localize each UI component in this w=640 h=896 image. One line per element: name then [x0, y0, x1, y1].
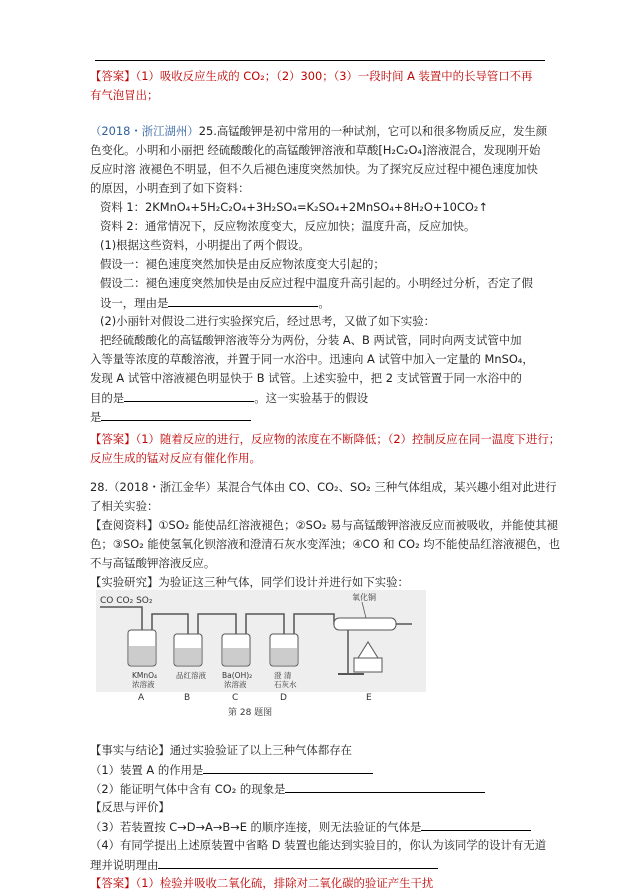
answer-1-line-2: 有气泡冒出；: [90, 88, 159, 102]
q25-part-2: (2)小丽针对假设二进行实验探究后，经过思考，又做了如下实验：: [100, 314, 436, 328]
q28-info-1: 【查阅资料】①SO₂ 能使品红溶液褪色；②SO₂ 易与高锰酸钾溶液反应而被吸收，并能使其褪: [90, 518, 558, 532]
q28-q1-label: （1）装置 A 的作用是: [90, 763, 204, 777]
bottle-b-label: 品红溶液: [176, 671, 206, 680]
q25-experiment-2: 入等量等浓度的草酸溶液，并置于同一水浴中。迅速向 A 试管中加入一定量的 MnSO₄，: [90, 352, 534, 366]
q28-facts: 【事实与结论】通过实验验证了以上三种气体都存在: [90, 743, 352, 757]
q25-answer-line-2: 反应生成的锰对反应有催化作用。: [90, 451, 261, 465]
q28-q4-label: 理并说明理由: [90, 858, 159, 872]
bottle-d-label-1: 澄 清: [274, 671, 292, 680]
label-e: E: [366, 693, 372, 703]
answer-1-line-1: 【答案】（1）吸收反应生成的 CO₂；（2）300；（3）一段时间 A 装置中的长导管口不再: [90, 69, 533, 83]
q28-q4-blank[interactable]: [158, 857, 438, 869]
q25-purpose-blank[interactable]: [124, 390, 254, 402]
apparatus-diagram: [96, 590, 426, 692]
label-a: A: [138, 693, 145, 703]
q25-stem-start: 25.高锰酸钾是初中常用的一种试剂，它可以和很多物质反应，发生颜: [198, 124, 548, 138]
header-rule: [95, 60, 545, 61]
q25-line-1: [90, 124, 550, 138]
q28-q1-blank[interactable]: [203, 762, 373, 774]
q25-ref-1: 资料 1：2KMnO₄+5H₂C₂O₄+3H₂SO₄=K₂SO₄+2MnSO₄+8H₂O+10CO₂↑: [100, 200, 488, 214]
q28-q3: [90, 819, 550, 834]
q28-q4: （4）有同学提出上述原装置中省略 D 装置也能达到实验目的，你认为该同学的设计有无道: [90, 838, 547, 852]
bottle-c-label-1: Ba(OH)₂: [222, 671, 253, 680]
q28-answer: 【答案】（1）检验并吸收二氧化硫，排除对二氧化碳的验证产生干扰: [90, 876, 434, 890]
q25-answer-line-1: 【答案】（1）随着反应的进行，反应物的浓度在不断降低；（2）控制反应在同一温度下进行；: [90, 432, 561, 446]
q25-line-4: 的原因，小明查到了如下资料：: [90, 181, 250, 195]
bottle-d-label-2: 石灰水: [274, 680, 297, 689]
q25-purpose-label: 目的是: [90, 391, 125, 405]
q25-hypothesis-2: 假设二：褪色速度突然加快是由反应过程中温度升高引起的。小明经过分析，否定了假: [100, 276, 533, 290]
bottle-c-label-2: 浓溶液: [224, 680, 247, 689]
q28-q2: [90, 781, 550, 796]
q25-source: （2018・浙江湖州）: [90, 124, 199, 138]
q28-q1: [90, 762, 550, 777]
q25-hypothesis-line: [90, 409, 550, 424]
q25-reason-line: 设一，理由是 。: [100, 296, 330, 310]
q25-part-1: (1)根据这些资料，小明提出了两个假设。: [100, 238, 310, 252]
q28-q4-reason: [90, 857, 550, 872]
q28-line-1: 28.（2018・浙江金华）某混合气体由 CO、CO₂、SO₂ 三种气体组成，某兴趣小组对此进行: [90, 480, 557, 494]
label-b: B: [184, 693, 191, 703]
q25-experiment-3: 发现 A 试管中溶液褪色明显快于 B 试管。上述实验中，把 2 支试管置于同一水浴中的: [90, 371, 522, 385]
q28-reflect: 【反思与评价】: [90, 800, 170, 814]
q28-line-2: 了相关实验：: [90, 499, 159, 513]
copper-oxide-label: 氧化铜: [352, 593, 376, 602]
q28-q2-blank[interactable]: [285, 781, 485, 793]
q28-q3-blank[interactable]: [421, 819, 531, 831]
apparatus-figure: [96, 590, 416, 740]
q28-q2-label: （2）能证明气体中含有 CO₂ 的现象是: [90, 782, 286, 796]
q28-info-2: 色；③SO₂ 能使氢氧化钡溶液和澄清石灰水变浑浊；④CO 和 CO₂ 均不能使品红溶液褪色，也: [90, 537, 560, 551]
q25-reason-blank[interactable]: [168, 295, 318, 307]
bottle-a-label-1: KMnO₄: [132, 671, 158, 680]
q25-hypothesis-label: 。这一实验基于的假设: [254, 391, 369, 405]
q25-line-3: 反应时溶 液褪色不明显，但不久后褪色速度突然加快。为了探究反应过程中褪色速度加快: [90, 162, 538, 176]
q28-q3-label: （3）若装置按 C→D→A→B→E 的顺序连接，则无法验证的气体是: [90, 820, 422, 834]
figure-caption: 第 28 题图: [228, 708, 273, 718]
q25-reason-label: 设一，理由是: [100, 296, 169, 310]
q25-hypothesis-1: 假设一：褪色速度突然加快是由反应物浓度变大引起的；: [100, 257, 385, 271]
gas-inlet-label: CO CO₂ SO₂: [100, 596, 153, 606]
q25-hypothesis-blank[interactable]: [101, 409, 251, 421]
q25-experiment-1: 把经硫酸酸化的高锰酸钾溶液等分为两份，分装 A、B 两试管，同时向两支试管中加: [100, 333, 522, 347]
q28-info-3: 不与高锰酸钾溶液反应。: [90, 556, 216, 570]
bottle-a-label-2: 浓溶液: [132, 680, 155, 689]
label-d: D: [280, 693, 287, 703]
q28-study: 【实验研究】为验证这三种气体，同学们设计并进行如下实验：: [90, 575, 409, 589]
q25-purpose-line: [90, 390, 550, 405]
q25-ref-2: 资料 2：通常情况下，反应物浓度变大，反应加快；温度升高，反应加快。: [100, 219, 476, 233]
label-c: C: [232, 693, 239, 703]
q25-is-label: 是: [90, 410, 102, 424]
q25-line-2: 色变化。小明和小丽把 经硫酸酸化的高锰酸钾溶液和草酸[H₂C₂O₄]溶液混合，发现刚开始: [90, 143, 541, 157]
